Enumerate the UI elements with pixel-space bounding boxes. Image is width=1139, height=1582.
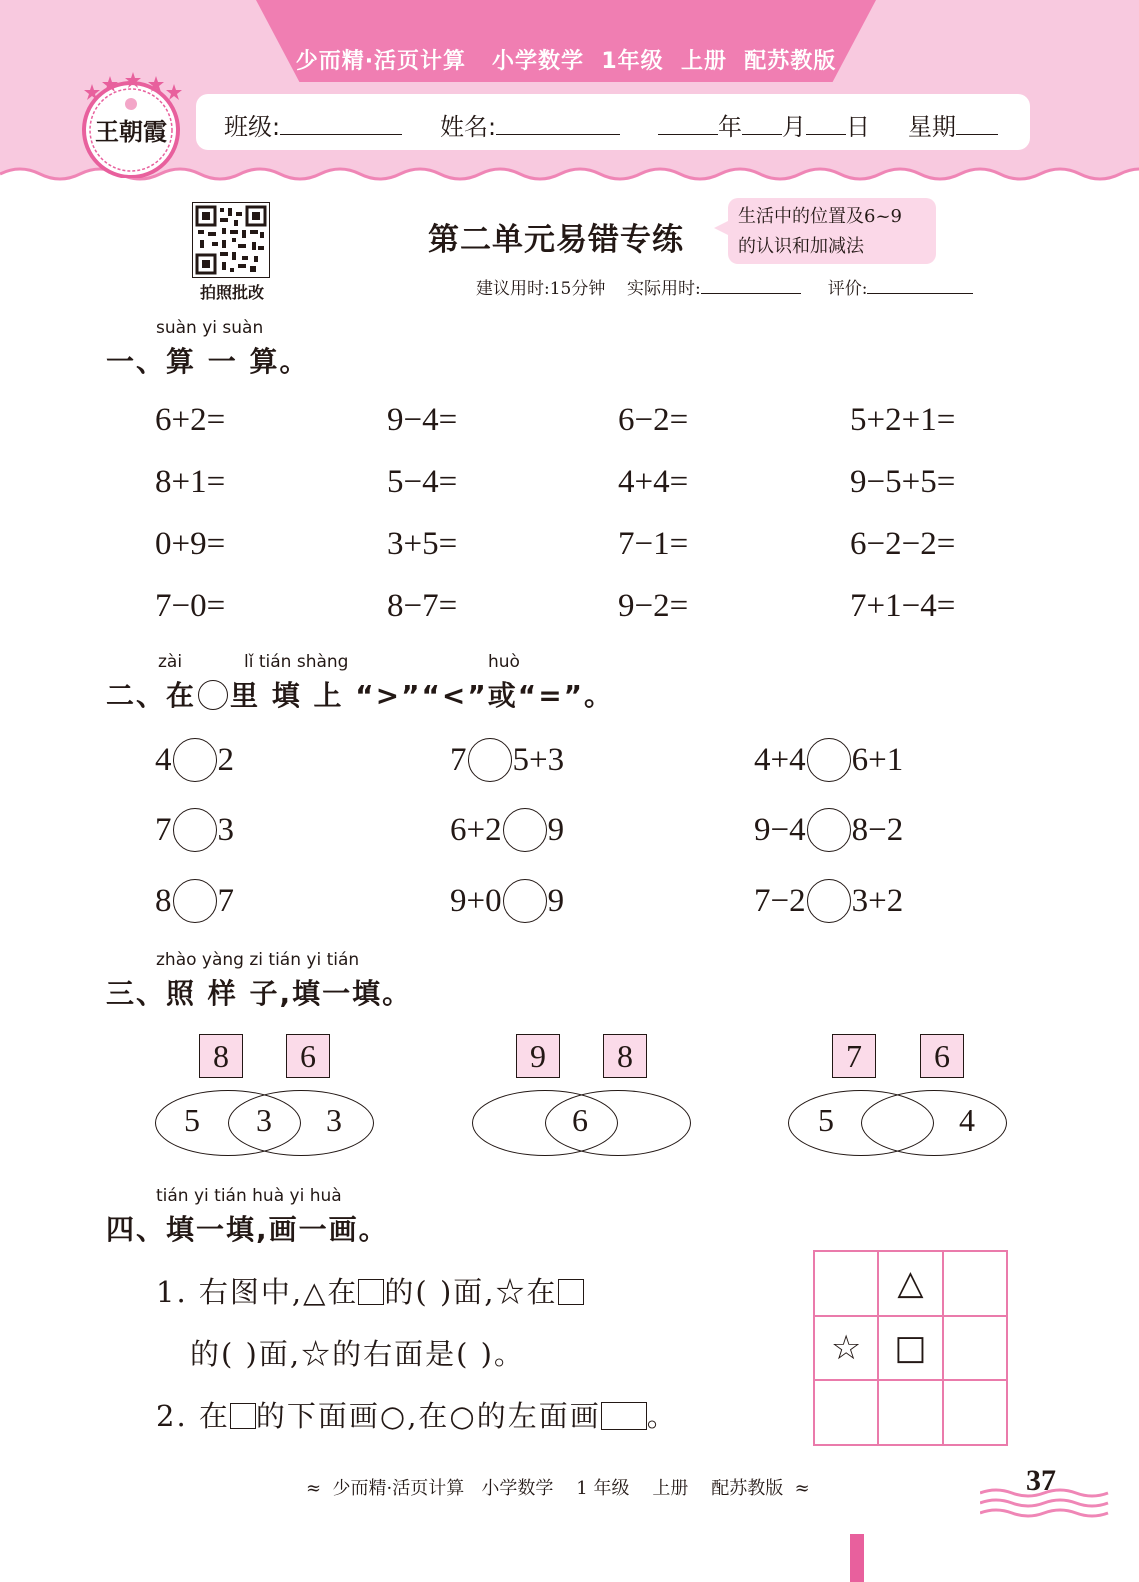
left-value[interactable]: 5 bbox=[818, 1102, 834, 1138]
right-value[interactable]: 4 bbox=[959, 1102, 975, 1138]
middle-value[interactable]: 3 bbox=[256, 1102, 272, 1138]
name-field[interactable] bbox=[440, 107, 620, 142]
section4-pinyin: tián yi tián huà yi huà bbox=[156, 1186, 342, 1206]
equation-1-4[interactable]: 5+2+1= bbox=[850, 402, 956, 438]
grid-cell[interactable] bbox=[814, 1251, 878, 1316]
topic-line-1: 生活中的位置及6~9 bbox=[738, 206, 902, 227]
grid-cell[interactable] bbox=[814, 1380, 878, 1445]
question-1-line-2: 的( )面,☆的右面是( )。 bbox=[190, 1337, 525, 1371]
month-input-line[interactable] bbox=[742, 111, 782, 135]
section4-title: 四、填一填,画一画。 bbox=[106, 1213, 389, 1246]
weekday-field[interactable] bbox=[908, 107, 998, 142]
year-input-line[interactable] bbox=[658, 111, 718, 135]
top-number-box: 6 bbox=[286, 1034, 330, 1078]
rating-input-line[interactable] bbox=[867, 276, 973, 294]
position-grid[interactable] bbox=[813, 1250, 1008, 1446]
class-label: 班级: bbox=[224, 113, 281, 141]
answer-circle[interactable] bbox=[503, 879, 547, 923]
square-icon bbox=[358, 1279, 384, 1305]
weekday-input-line[interactable] bbox=[956, 111, 998, 135]
equation-4-3[interactable]: 9−2= bbox=[618, 588, 689, 624]
equation-4-4[interactable]: 7+1−4= bbox=[850, 588, 956, 624]
grid-cell-triangle[interactable]: △ bbox=[878, 1251, 942, 1316]
equation-2-2[interactable]: 5−4= bbox=[387, 464, 458, 500]
equation-3-1[interactable]: 0+9= bbox=[155, 526, 226, 562]
right-value[interactable]: 3 bbox=[326, 1102, 342, 1138]
name-input-line[interactable] bbox=[496, 111, 620, 135]
compare-item: 4+4 6+1 bbox=[754, 738, 903, 782]
topic-box bbox=[728, 198, 936, 264]
topic-line-2: 的认识和加减法 bbox=[738, 236, 864, 257]
actual-time-label: 实际用时: bbox=[626, 279, 701, 299]
svg-text:王朝霞: 王朝霞 bbox=[95, 117, 167, 146]
unit-title: 第二单元易错专练 bbox=[428, 222, 684, 258]
left-value[interactable]: 5 bbox=[184, 1102, 200, 1138]
day-input-line[interactable] bbox=[806, 111, 846, 135]
answer-circle[interactable] bbox=[173, 738, 217, 782]
square-icon bbox=[230, 1403, 256, 1429]
timing-row bbox=[476, 274, 973, 299]
grid-cell-square[interactable]: □ bbox=[878, 1316, 942, 1381]
footer-wave-decoration bbox=[980, 1485, 1110, 1521]
section2-pinyin-li-tian-shang: lǐ tián shàng bbox=[244, 652, 349, 672]
section3-title: 三、照 样 子,填一填。 bbox=[106, 977, 413, 1010]
class-field[interactable] bbox=[224, 107, 402, 142]
suggested-time: 建议用时:15分钟 bbox=[476, 279, 606, 299]
compare-item: 8 7 bbox=[155, 879, 234, 923]
page-edge-tab bbox=[850, 1534, 864, 1582]
grid-cell[interactable] bbox=[878, 1380, 942, 1445]
equation-4-1[interactable]: 7−0= bbox=[155, 588, 226, 624]
equation-1-1[interactable]: 6+2= bbox=[155, 402, 226, 438]
series-title: 少而精·活页计算 小学数学 1年级 上册 配苏教版 bbox=[295, 49, 837, 74]
year-label: 年 bbox=[718, 113, 742, 141]
equation-3-2[interactable]: 3+5= bbox=[387, 526, 458, 562]
question-1-line-1: 1. 右图中,△在 的( )面,☆在 bbox=[156, 1270, 584, 1311]
circle-icon bbox=[198, 680, 228, 710]
compare-item: 9−4 8−2 bbox=[754, 808, 903, 852]
right-ellipse bbox=[545, 1090, 691, 1156]
section1-title: 一、算 一 算。 bbox=[106, 345, 310, 378]
actual-time-input-line[interactable] bbox=[701, 276, 801, 294]
rating-label: 评价: bbox=[827, 279, 868, 299]
section2-title-a: 二、在 bbox=[106, 679, 197, 712]
page-number: 37 bbox=[1026, 1464, 1056, 1497]
qr-code[interactable] bbox=[192, 202, 270, 278]
answer-circle[interactable] bbox=[503, 808, 547, 852]
compare-item: 6+2 9 bbox=[450, 808, 564, 852]
compare-item: 9+0 9 bbox=[450, 879, 564, 923]
grid-cell[interactable] bbox=[943, 1251, 1007, 1316]
grid-cell[interactable] bbox=[943, 1316, 1007, 1381]
answer-circle[interactable] bbox=[807, 738, 851, 782]
equation-1-3[interactable]: 6−2= bbox=[618, 402, 689, 438]
equation-2-4[interactable]: 9−5+5= bbox=[850, 464, 956, 500]
middle-value[interactable]: 6 bbox=[572, 1102, 588, 1138]
equation-4-2[interactable]: 8−7= bbox=[387, 588, 458, 624]
footer-text: ≈ 少而精·活页计算 小学数学 1 年级 上册 配苏教版 ≈ bbox=[306, 1478, 810, 1499]
weekday-label: 星期 bbox=[908, 113, 956, 141]
day-label: 日 bbox=[846, 113, 870, 141]
top-number-box: 8 bbox=[603, 1034, 647, 1078]
section1-pinyin: suàn yi suàn bbox=[156, 318, 264, 338]
answer-circle[interactable] bbox=[173, 879, 217, 923]
section2-pinyin-zai: zài bbox=[158, 652, 183, 672]
right-ellipse bbox=[228, 1090, 374, 1156]
answer-circle[interactable] bbox=[468, 738, 512, 782]
equation-3-4[interactable]: 6−2−2= bbox=[850, 526, 956, 562]
qr-caption: 拍照批改 bbox=[199, 283, 264, 302]
equation-2-1[interactable]: 8+1= bbox=[155, 464, 226, 500]
question-2: 2. 在 的下面画○,在○的左面画 。 bbox=[156, 1399, 678, 1433]
section2-title-b: 里 填 上 “>”“<”或“=”。 bbox=[230, 679, 615, 712]
compare-item: 7−2 3+2 bbox=[754, 879, 903, 923]
date-field[interactable] bbox=[658, 107, 870, 142]
compare-item: 4 2 bbox=[155, 738, 234, 782]
answer-circle[interactable] bbox=[173, 808, 217, 852]
equation-3-3[interactable]: 7−1= bbox=[618, 526, 689, 562]
top-number-box: 7 bbox=[832, 1034, 876, 1078]
answer-circle[interactable] bbox=[807, 879, 851, 923]
square-icon bbox=[558, 1279, 584, 1305]
compare-item: 7 3 bbox=[155, 808, 234, 852]
section2-pinyin-huo: huò bbox=[488, 652, 520, 672]
section3-pinyin: zhào yàng zi tián yi tián bbox=[156, 950, 360, 970]
right-ellipse bbox=[861, 1090, 1007, 1156]
rectangle-draw-blank[interactable] bbox=[601, 1402, 647, 1430]
grid-cell[interactable] bbox=[943, 1380, 1007, 1445]
month-label: 月 bbox=[782, 113, 806, 141]
publisher-logo bbox=[78, 70, 184, 178]
top-number-box: 6 bbox=[920, 1034, 964, 1078]
top-number-box: 8 bbox=[199, 1034, 243, 1078]
name-label: 姓名: bbox=[440, 113, 497, 141]
equation-1-2[interactable]: 9−4= bbox=[387, 402, 458, 438]
top-number-box: 9 bbox=[516, 1034, 560, 1078]
section2-title bbox=[106, 674, 614, 714]
grid-cell-star[interactable]: ☆ bbox=[814, 1316, 878, 1381]
answer-circle[interactable] bbox=[807, 808, 851, 852]
compare-item: 7 5+3 bbox=[450, 738, 564, 782]
class-input-line[interactable] bbox=[280, 111, 402, 135]
equation-2-3[interactable]: 4+4= bbox=[618, 464, 689, 500]
